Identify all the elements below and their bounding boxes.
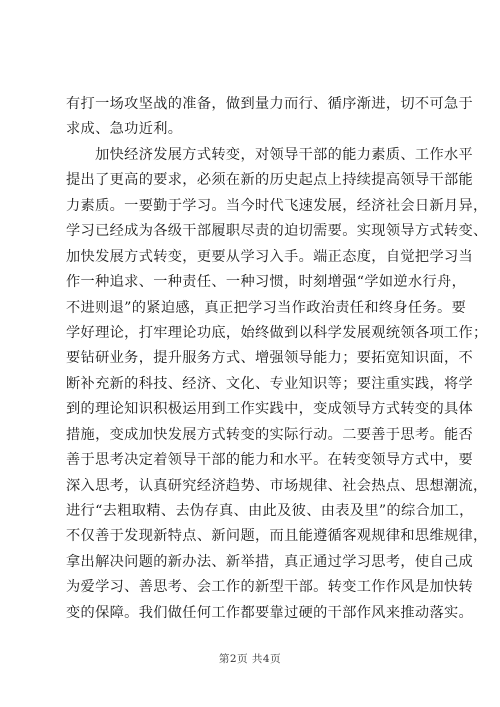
text-line: 求成、急功近利。 [66, 121, 183, 138]
text-line: 要钻研业务，提升服务方式、增强领导能力；要拓宽知识面，不 [66, 350, 474, 367]
text-line: 到的理论知识积极运用到工作实践中，变成领导方式转变的具体 [66, 401, 474, 418]
text-line: 拿出解决问题的新办法、新举措，真正通过学习思考，使自己成 [66, 553, 474, 570]
text-line: 变的保障。我们做任何工作都要靠过硬的干部作风来推动落实。 [66, 604, 474, 621]
text-line: 善于思考决定着领导干部的能力和水平。在转变领导方式中，要 [66, 452, 474, 469]
text-line: 深入思考，认真研究经济趋势、市场规律、社会热点、思想潮流， [66, 477, 488, 494]
text-line: 学习已经成为各级干部履职尽责的迫切需要。实现领导方式转变、 [66, 223, 488, 240]
text-line: 提出了更高的要求，必须在新的历史起点上持续提高领导干部能 [66, 172, 474, 189]
text-line: 力素质。一要勤于学习。当今时代飞速发展，经济社会日新月异， [66, 197, 488, 214]
text-line: 断补充新的科技、经济、文化、专业知识等；要注重实践，将学 [66, 375, 474, 392]
text-line: 作一种追求、一种责任、一种习惯，时刻增强“学如逆水行舟， [66, 274, 467, 291]
body-text [66, 92, 488, 626]
text-line: 为爱学习、善思考、会工作的新型干部。转变工作作风是加快转 [66, 579, 474, 596]
text-line: 加快发展方式转变，更要从学习入手。端正态度，自觉把学习当 [66, 248, 474, 265]
text-line: 不进则退”的紧迫感，真正把学习当作政治责任和终身任务。要 [66, 299, 467, 316]
text-line: 措施，变成加快发展方式转变的实际行动。二要善于思考。能否 [66, 426, 474, 443]
text-line: 进行“去粗取精、去伪存真、由此及彼、由表及里”的综合加工， [66, 503, 474, 519]
text-line: 加快经济发展方式转变，对领导干部的能力素质、工作水平 [66, 146, 474, 163]
text-line: 不仅善于发现新特点、新问题，而且能遵循客观规律和思维规律， [66, 528, 488, 545]
page-number-footer: 第2页 共4页 [218, 653, 282, 665]
text-line: 学好理论，打牢理论功底，始终做到以科学发展观统领各项工作； [66, 324, 488, 341]
text-line: 有打一场攻坚战的准备，做到量力而行、循序渐进，切不可急于 [66, 96, 474, 112]
